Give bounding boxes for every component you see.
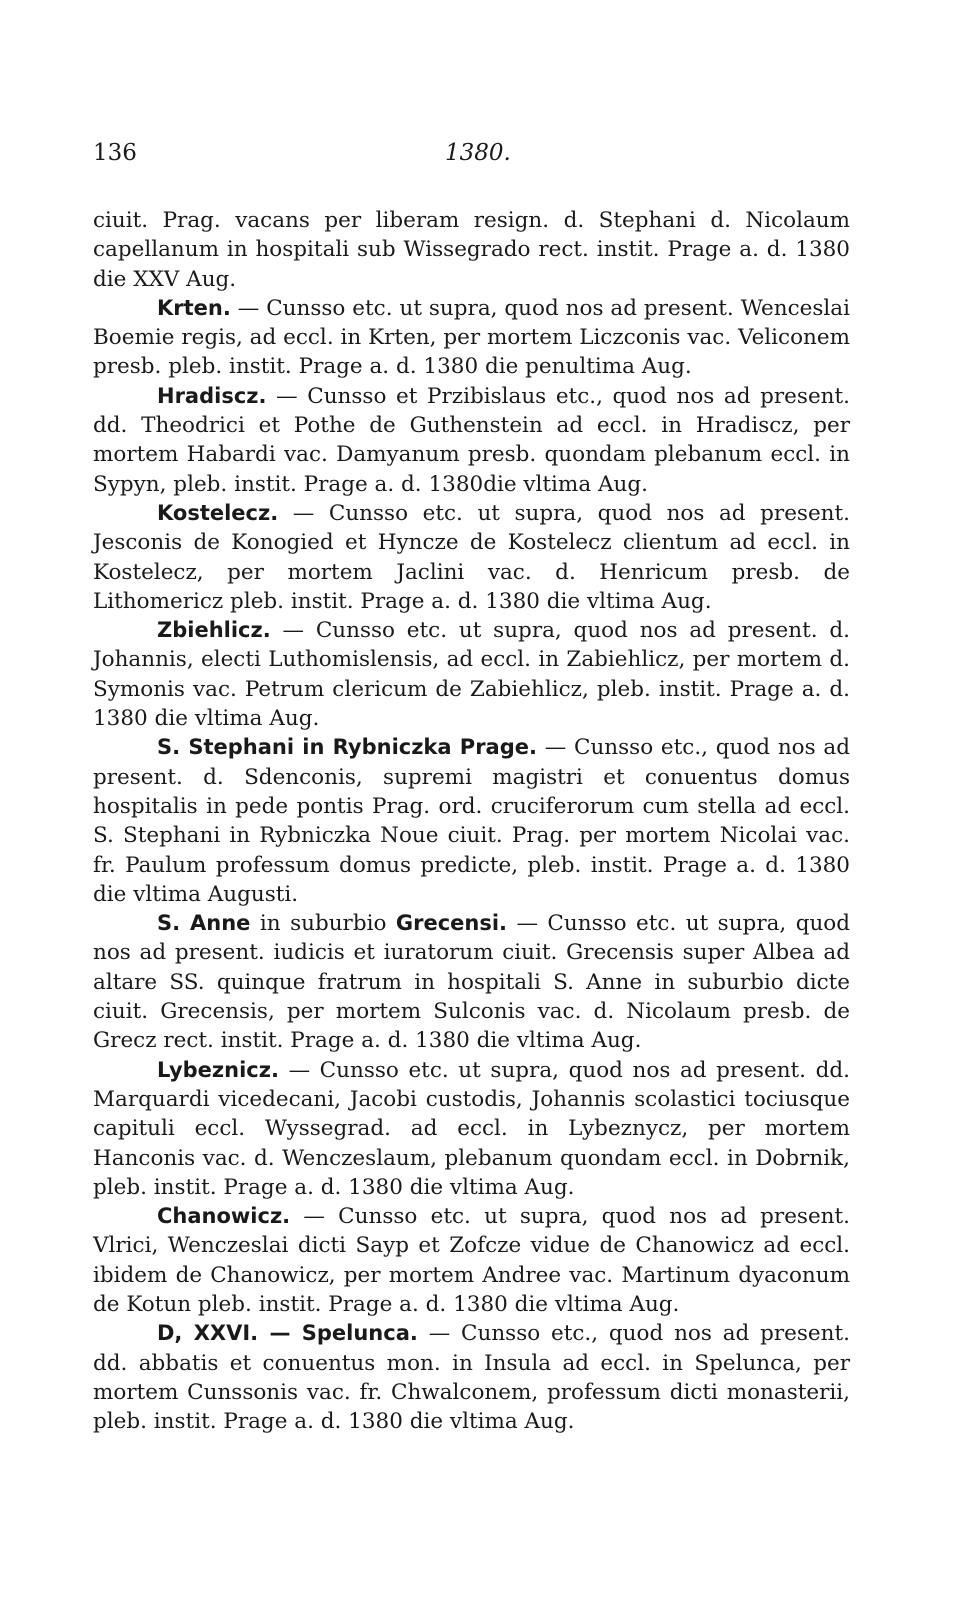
entry-spelunca bbox=[93, 1319, 850, 1436]
entry-text: — Cunsso etc. ut supra, quod nos ad present. Jesconis de Konogied et Hyncze de Kostelecz clientum ad eccl. in Kostelecz, per mortem Jaclini vac. d. Henricum presb. de Lithomericz pleb. instit. Prage a. d. 1380 die vltima Aug. bbox=[93, 500, 850, 614]
entry-text: — Cunsso etc. ut supra, quod nos ad present. d. Johannis, electi Luthomislensis, ad eccl. in Zabiehlicz, per mortem d. Symonis vac. Petrum clericum de Zabiehlicz, pleb. instit. Prage a. d. 1380 die vltima Aug. bbox=[93, 618, 850, 732]
document-page bbox=[93, 140, 850, 1436]
entry-text: — Cunsso etc. ut supra, quod nos ad present. iudicis et iuratorum ciuit. Grecensis super Albea ad altare SS. quinque fratrum in hospitali S. Anne in suburbio dicte ciuit. Grecensis, per mortem Sulconis vac. d. Nicolaum presb. de Grecz rect. instit. Prage a. d. 1380 die vltima Aug. bbox=[93, 911, 851, 1054]
entry-heading: Hradiscz. bbox=[157, 383, 267, 408]
entry-text: — Cunsso etc. ut supra, quod nos ad present. Wenceslai Boemie regis, ad eccl. in Krten, per mortem Liczconis vac. Veliconem presb. pleb. instit. Prage a. d. 1380 die penultima Aug. bbox=[93, 295, 850, 380]
entry-heading: Chanowicz. bbox=[157, 1204, 291, 1229]
entry-s-anne bbox=[93, 909, 850, 1055]
entry-text: — Cunsso etc. ut supra, quod nos ad present. Vlrici, Wenczeslai dicti Sayp et Zofcze vidue de Chanowicz ad eccl. ibidem de Chanowicz, per mortem Andree vac. Martinum dyaconum de Kotun pleb. instit. Prage a. d. 1380 die vltima Aug. bbox=[93, 1204, 850, 1317]
entry-heading-connector: in suburbio bbox=[250, 911, 396, 937]
paragraph-continuation bbox=[93, 206, 850, 294]
entry-chanowicz bbox=[93, 1202, 850, 1319]
entry-text: — Cunsso et Przibislaus etc., quod nos ad present. dd. Theodrici et Pothe de Guthenstein ad eccl. in Hradiscz, per mortem Habardi vac. Damyanum presb. quondam plebanum eccl. in Sypyn, pleb. instit. Prage a. d. 1380die vltima Aug. bbox=[93, 383, 850, 497]
entry-kostelecz bbox=[93, 499, 850, 616]
entry-heading: S. Stephani in Rybniczka Prage. bbox=[157, 735, 537, 760]
entry-lybeznicz bbox=[93, 1056, 850, 1202]
entry-text: — Cunsso etc., quod nos ad present. dd. abbatis et conuentus mon. in Insula ad eccl. in Spelunca, per mortem Cunssonis vac. fr. Chwalconem, professum dicti monasterii, pleb. instit. Prage a. d. 1380 die vltima Aug. bbox=[93, 1321, 850, 1435]
entry-heading: Lybeznicz. bbox=[157, 1057, 279, 1082]
entry-heading: S. Anne bbox=[157, 911, 251, 936]
entry-zbiehlicz bbox=[93, 616, 850, 733]
entry-heading: Zbiehlicz. bbox=[157, 618, 271, 643]
entry-heading: Krten. bbox=[157, 295, 231, 320]
entry-heading-secondary: Grecensi. bbox=[395, 911, 508, 936]
page-number: 136 bbox=[93, 140, 137, 166]
entry-hradiscz bbox=[93, 382, 850, 499]
running-year: 1380. bbox=[445, 140, 511, 166]
entry-heading: Kostelecz. bbox=[157, 500, 279, 525]
entry-text: — Cunsso etc. ut supra, quod nos ad present. dd. Marquardi vicedecani, Jacobi custodis, Johannis scolastici tociusque capituli eccl. Wyssegrad. ad eccl. in Lybeznycz, per mortem Hanconis vac. d. Wenczeslaum, plebanum quondam eccl. in Dobrnik, pleb. instit. Prage a. d. 1380 die vltima Aug. bbox=[93, 1057, 850, 1200]
paragraph-text: ciuit. Prag. vacans per liberam resign. d. Stephani d. Nicolaum capellanum in hospitali sub Wissegrado rect. instit. Prage a. d. 1380 die XXV Aug. bbox=[93, 208, 850, 292]
entry-s-stephani bbox=[93, 733, 850, 909]
page-header bbox=[93, 140, 850, 180]
entry-krten bbox=[93, 294, 850, 382]
entry-text: — Cunsso etc., quod nos ad present. d. Sdenconis, supremi magistri et conuentus domus hospitalis in pede pontis Prag. ord. cruciferorum cum stella ad eccl. S. Stephani in Rybniczka Noue ciuit. Prag. per mortem Nicolai vac. fr. Paulum professum domus predicte, pleb. instit. Prage a. d. 1380 die vltima Augusti. bbox=[93, 735, 850, 907]
entry-heading: D, XXVI. — Spelunca. bbox=[157, 1321, 418, 1346]
body-text bbox=[93, 206, 850, 1436]
